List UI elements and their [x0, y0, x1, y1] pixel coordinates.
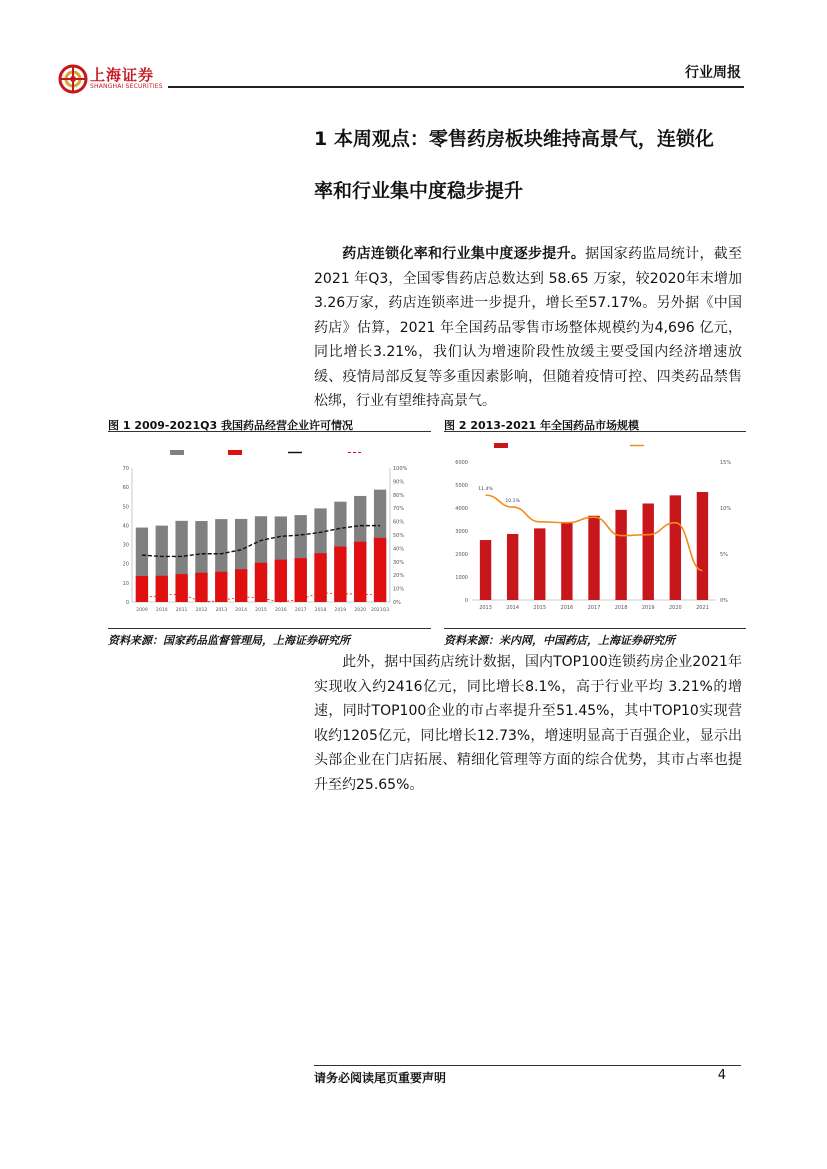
x-tick-label: 2018 [314, 608, 327, 613]
bar-chain [275, 560, 287, 602]
y-tick-label: 50 [122, 504, 129, 511]
bar-market-size [697, 492, 708, 600]
x-tick-label: 2018 [614, 605, 628, 611]
y2-tick-label: 20% [393, 573, 405, 580]
figure-1-source: 资料来源：国家药品监督管理局，上海证券研究所 [108, 634, 350, 647]
header-divider [168, 86, 744, 88]
x-tick-label: 2016 [274, 608, 287, 613]
legend-swatch [170, 450, 184, 455]
x-tick-label: 2009 [136, 608, 148, 613]
bar-chain [195, 573, 207, 602]
y-tick-label: 30 [122, 542, 129, 549]
chart-2-legend [494, 443, 644, 448]
bar-chain [374, 538, 386, 602]
x-tick-label: 2015 [533, 605, 547, 611]
footer-disclaimer: 请务必阅读尾页重要声明 [314, 1071, 447, 1085]
figure-1-bottom-rule [108, 628, 431, 629]
x-tick-label: 2014 [235, 608, 248, 613]
legend-swatch [494, 443, 508, 448]
bar-market-size [670, 495, 681, 600]
y2-tick-label: 0% [393, 600, 401, 606]
y-tick-label: 0 [125, 600, 129, 606]
y2-tick-label: 0% [720, 598, 728, 604]
bar-market-size [480, 540, 491, 600]
bar-chain [255, 563, 267, 602]
bar-market-size [561, 522, 572, 600]
bar-chain [314, 553, 326, 602]
point-label: 11.4% [478, 487, 493, 493]
x-tick-label: 2010 [155, 608, 168, 613]
figure-2-title: 图 2 2013-2021 年全国药品市场规模 [444, 419, 639, 432]
x-tick-label: 2011 [175, 608, 188, 613]
x-tick-label: 2012 [195, 608, 208, 613]
chart-2-bars [480, 492, 708, 600]
figure-2-bottom-rule [444, 628, 746, 629]
x-tick-label: 2021 [696, 605, 709, 611]
bar-market-size [534, 528, 545, 600]
logo-emblem-icon [58, 64, 88, 94]
bar-market-size [615, 510, 626, 600]
report-type: 行业周报 [685, 65, 741, 81]
company-logo [58, 62, 168, 96]
x-tick-label: 2019 [334, 608, 347, 613]
bar-chain [175, 574, 187, 602]
chart-1-legend [170, 450, 362, 455]
bar-market-size [643, 503, 654, 600]
y2-tick-label: 90% [393, 479, 405, 486]
figure-1-title: 图 1 2009-2021Q3 我国药品经营企业许可情况 [108, 419, 353, 432]
y-tick-label: 0 [464, 598, 468, 604]
figure-2-source: 资料来源：米内网，中国药店，上海证券研究所 [444, 634, 675, 647]
logo-text: 上海证券 [90, 66, 155, 84]
y2-tick-label: 100% [393, 466, 408, 472]
paragraph-1-lead: 药店连锁化率和行业集中度逐步提升。 [342, 246, 586, 262]
x-tick-label: 2020 [354, 608, 367, 613]
x-tick-label: 2013 [215, 608, 228, 613]
y2-tick-label: 30% [393, 559, 405, 566]
paragraph-1-body: 据国家药监局统计，截至 2021 年Q3，全国零售药店总数达到 58.65 万家，较2020年末增加3.26万家，药店连锁率进一步提升，增长至57.17%。另外据《中国药店》估算，2021 年全国药品零售市场整体规模约为4,696 亿元，同比增长3.21%，我们认为增速阶段性放缓主要受国内经济增速放缓、疫情局部反复等多重因素影响，但随着疫情可控、四类药品禁售松绑，行业有望维持高景气。 [314, 246, 743, 409]
y2-tick-label: 50% [393, 533, 405, 539]
point-label: 10.1% [505, 499, 520, 505]
y2-tick-label: 60% [393, 519, 405, 526]
x-tick-label: 2015 [255, 608, 267, 613]
logo-subtext: SHANGHAI SECURITIES [90, 83, 163, 90]
y-tick-label: 2000 [455, 552, 468, 558]
bar-chain [334, 546, 346, 602]
y2-tick-label: 40% [393, 546, 405, 553]
paragraph-2-body: 此外，据中国药店统计数据，国内TOP100连锁药房企业2021年实现收入约2416亿元，同比增长8.1%，高于行业平均 3.21%的增速，同时TOP100企业的市占率提升至51.45%，其中TOP10实现营收约1205亿元，同比增长12.73%，增速明显高于百强企业，显示出头部企业在门店拓展、精细化管理等方面的综合优势，其市占率也提升至约25.65%。 [314, 654, 742, 793]
y2-tick-label: 15% [720, 460, 732, 466]
y-tick-label: 6000 [455, 460, 468, 466]
figure-2-rule [444, 431, 746, 432]
bar-market-size [507, 534, 518, 600]
y-tick-label: 10 [122, 580, 129, 587]
paragraph-1 [314, 242, 742, 414]
bar-chain [215, 572, 227, 602]
figure-1-rule [108, 431, 431, 432]
bar-chain [156, 576, 168, 602]
y2-tick-label: 5% [720, 552, 728, 558]
y-tick-label: 1000 [455, 575, 468, 581]
figure-2-chart [446, 436, 744, 622]
y-tick-label: 40 [122, 523, 129, 530]
bar-chain [295, 558, 307, 602]
y-tick-label: 60 [122, 485, 129, 492]
y2-tick-label: 80% [393, 492, 405, 499]
x-tick-label: 2017 [587, 605, 601, 611]
bar-market-size [588, 516, 599, 600]
x-tick-label: 2020 [668, 605, 682, 611]
y-tick-label: 3000 [455, 529, 468, 535]
footer-divider [314, 1065, 741, 1066]
page-number: 4 [717, 1068, 726, 1083]
legend-swatch [228, 450, 242, 455]
y-tick-label: 20 [122, 561, 129, 568]
bar-chain [354, 542, 366, 602]
y-tick-label: 5000 [455, 483, 468, 489]
x-tick-label: 2021Q3 [370, 608, 390, 613]
y-tick-label: 4000 [455, 506, 468, 512]
figure-1-chart [110, 436, 428, 622]
bar-chain [136, 576, 148, 602]
section-title-line1: 1 本周观点：零售药房板块维持高景气，连锁化 [314, 128, 714, 150]
x-tick-label: 2014 [506, 605, 520, 611]
section-title-line2: 率和行业集中度稳步提升 [314, 180, 524, 202]
x-tick-label: 2016 [560, 605, 574, 611]
x-tick-label: 2013 [479, 605, 492, 611]
y-tick-label: 70 [122, 466, 129, 472]
y2-tick-label: 10% [393, 586, 405, 593]
paragraph-2 [314, 650, 742, 797]
y2-tick-label: 10% [720, 506, 732, 512]
x-tick-label: 2017 [294, 608, 307, 613]
chart-1-bars [136, 490, 386, 602]
y2-tick-label: 70% [393, 506, 405, 513]
x-tick-label: 2019 [641, 605, 655, 611]
